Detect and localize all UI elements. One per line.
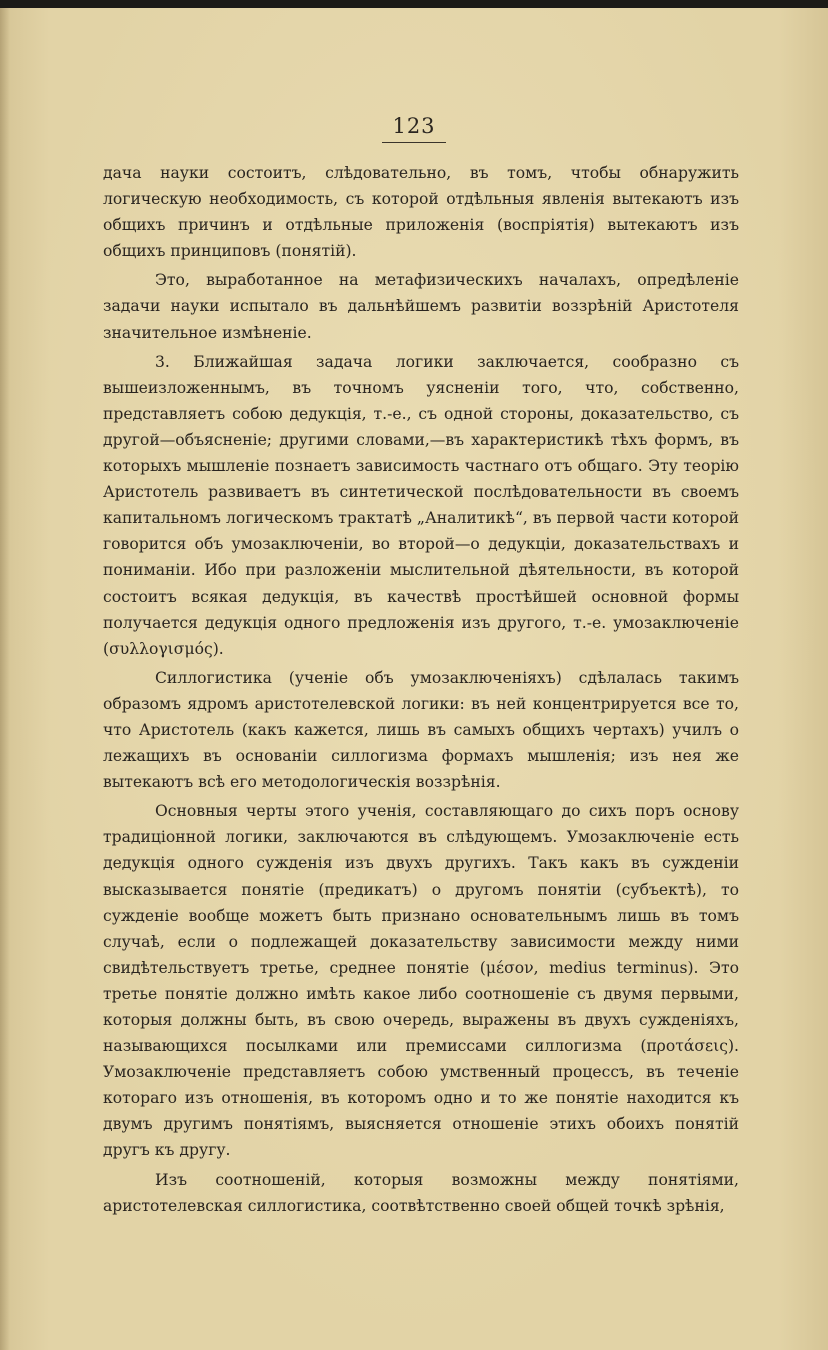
paragraph: Изъ соотношеній, которыя возможны между понятіями, аристотелевская силлогистика, соотвѣтственно своей общей точкѣ зрѣнія,	[103, 1170, 739, 1215]
paragraph-continuation: дача науки состоитъ, слѣдовательно, въ томъ, чтобы обнаружить логическую необходимость, съ которой отдѣльныя явленія вытекаютъ изъ общихъ причинъ и отдѣльные приложенія (воспріятія) вытекаютъ изъ общихъ принциповъ (понятій).	[103, 164, 739, 261]
book-page	[0, 8, 828, 1350]
page-edge-shadow	[0, 8, 10, 1350]
page-number-rule	[382, 142, 446, 143]
paragraph: Это, выработанное на метафизическихъ началахъ, опредѣленіе задачи науки испытало въ дальнѣйшемъ развитіи воззрѣній Аристотеля значительное измѣненіе.	[103, 271, 739, 342]
paragraph: 3. Ближайшая задача логики заключается, сообразно съ вышеизложеннымъ, въ точномъ уясненіи того, что, собственно, представляетъ собою дедукція, т.-е., съ одной стороны, доказательство, съ другой—объясненіе; другими словами,—въ характеристикѣ тѣхъ формъ, въ которыхъ мышленіе познаетъ зависимость частнаго отъ общаго. Эту теорію Аристотель развиваетъ въ синтетической послѣдовательности въ своемъ капитальномъ логическомъ трактатѣ „Аналитикѣ“, въ первой части которой говорится объ умозаключеніи, во второй—о дедукціи, доказательствахъ и пониманіи. Ибо при разложеніи мыслительной дѣятельности, въ которой состоитъ всякая дедукція, въ качествѣ простѣйшей основной формы получается дедукція одного предложенія изъ другого, т.-е. умозаключеніе (συλλογισμός).	[103, 352, 739, 658]
body-text	[103, 160, 739, 1219]
paragraph: Силлогистика (ученіе объ умозаключеніяхъ) сдѣлалась такимъ образомъ ядромъ аристотелевской логики: въ ней концентрируется все то, что Аристотель (какъ кажется, лишь въ самыхъ общихъ чертахъ) училъ о лежащихъ въ основаніи силлогизма формахъ мышленія; изъ нея же вытекаютъ всѣ его методологическія воззрѣнія.	[103, 668, 739, 792]
page-number: 123	[392, 114, 436, 138]
paragraph: Основныя черты этого ученія, составляющаго до сихъ поръ основу традиціонной логики, заключаются въ слѣдующемъ. Умозаключеніе есть дедукція одного сужденія изъ двухъ другихъ. Такъ какъ въ сужденіи высказывается понятіе (предикатъ) о другомъ понятіи (субъектѣ), то сужденіе вообще можетъ быть признано основательнымъ лишь въ томъ случаѣ, если о подлежащей доказательству зависимости между ними свидѣтельствуетъ третье, среднее понятіе (μέσον, medius terminus). Это третье понятіе должно имѣть какое либо соотношеніе съ двумя первыми, которыя должны быть, въ свою очередь, выражены въ двухъ сужденіяхъ, называющихся посылками или премиссами силлогизма (προτάσεις). Умозаключеніе представляетъ собою умственный процессъ, въ теченіе котораго изъ отношенія, въ которомъ одно и то же понятіе находится къ двумъ другимъ понятіямъ, выясняется отношеніе этихъ обоихъ понятій другъ къ другу.	[103, 802, 739, 1160]
